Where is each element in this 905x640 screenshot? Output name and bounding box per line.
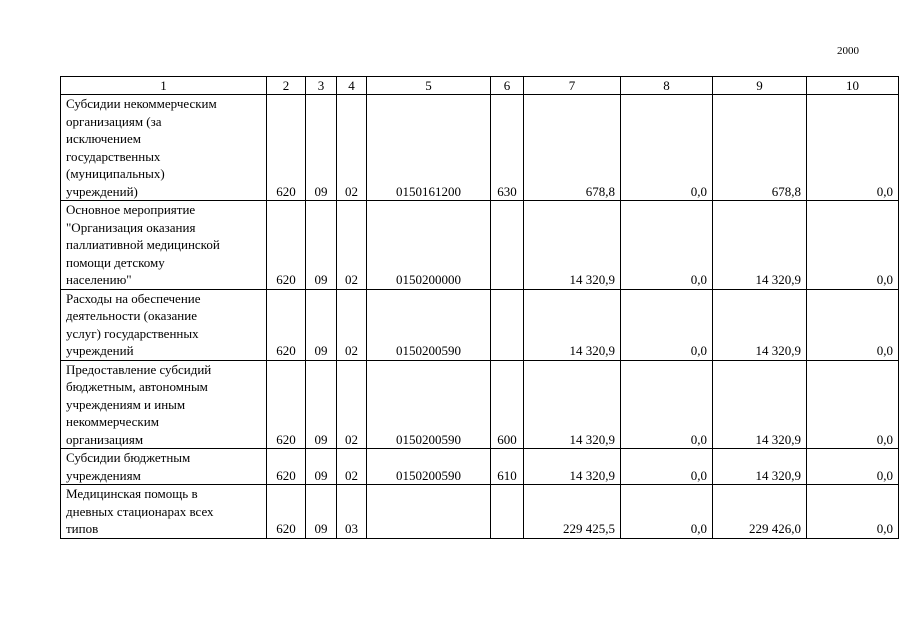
cell-col-9: 678,8 — [713, 95, 807, 201]
header-col-3: 3 — [306, 77, 337, 95]
cell-subsection: 02 — [337, 449, 367, 485]
row-name-line: помощи детскому — [66, 254, 165, 270]
row-name-line: учреждений — [66, 343, 134, 358]
row-name-line: бюджетным, автономным — [66, 379, 208, 394]
header-col-2: 2 — [267, 77, 306, 95]
row-name-cell — [61, 485, 267, 539]
table-row — [61, 485, 899, 539]
cell-subsection: 03 — [337, 485, 367, 539]
row-name-cell — [61, 360, 267, 449]
cell-target-article: 0150200590 — [367, 289, 491, 360]
cell-expense-type: 610 — [491, 449, 524, 485]
header-col-1: 1 — [61, 77, 267, 95]
row-name-line: Медицинская помощь в — [66, 486, 198, 501]
cell-col-9: 14 320,9 — [713, 449, 807, 485]
row-name-line: учреждениям и иным — [66, 396, 186, 412]
cell-col-7: 229 425,5 — [524, 485, 621, 539]
cell-target-article: 0150161200 — [367, 95, 491, 201]
cell-expense-type: 600 — [491, 360, 524, 449]
cell-subsection: 02 — [337, 360, 367, 449]
cell-target-article: 0150200590 — [367, 360, 491, 449]
row-name-line: услуг) государственных — [66, 325, 199, 341]
row-name-line: организациям — [66, 431, 144, 447]
row-name-line: (муниципальных) — [66, 166, 165, 181]
row-name-line: Субсидии бюджетным — [66, 450, 191, 465]
cell-ministry-code: 620 — [267, 449, 306, 485]
row-name-line: деятельности (оказание — [66, 308, 197, 323]
budget-table — [60, 76, 899, 539]
cell-col-8: 0,0 — [621, 95, 713, 201]
row-name-line: организациям (за — [66, 113, 162, 129]
header-col-9: 9 — [713, 77, 807, 95]
cell-col-7: 14 320,9 — [524, 360, 621, 449]
row-name-line: дневных стационарах всех — [66, 503, 214, 519]
cell-col-9: 14 320,9 — [713, 360, 807, 449]
cell-ministry-code: 620 — [267, 201, 306, 290]
cell-section: 09 — [306, 201, 337, 290]
row-name-cell — [61, 201, 267, 290]
row-name-line: населению" — [66, 272, 132, 287]
row-name-line: Расходы на обеспечение — [66, 290, 201, 306]
cell-col-7: 14 320,9 — [524, 201, 621, 290]
header-col-5: 5 — [367, 77, 491, 95]
row-name-line: "Организация оказания — [66, 219, 196, 235]
cell-col-10: 0,0 — [807, 485, 899, 539]
cell-section: 09 — [306, 449, 337, 485]
cell-subsection: 02 — [337, 289, 367, 360]
header-col-7: 7 — [524, 77, 621, 95]
cell-section: 09 — [306, 360, 337, 449]
cell-col-10: 0,0 — [807, 449, 899, 485]
cell-expense-type — [491, 485, 524, 539]
cell-col-10: 0,0 — [807, 201, 899, 290]
cell-col-9: 229 426,0 — [713, 485, 807, 539]
cell-subsection: 02 — [337, 201, 367, 290]
table-row — [61, 289, 899, 360]
cell-col-7: 14 320,9 — [524, 449, 621, 485]
cell-target-article: 0150200590 — [367, 449, 491, 485]
header-row — [61, 77, 899, 95]
row-name-cell — [61, 95, 267, 201]
cell-col-7: 678,8 — [524, 95, 621, 201]
cell-ministry-code: 620 — [267, 95, 306, 201]
row-name-line: паллиативной медицинской — [66, 237, 220, 252]
cell-target-article — [367, 485, 491, 539]
header-col-8: 8 — [621, 77, 713, 95]
cell-col-7: 14 320,9 — [524, 289, 621, 360]
table-row — [61, 360, 899, 449]
cell-col-10: 0,0 — [807, 95, 899, 201]
row-name-line: учреждениям — [66, 467, 141, 483]
row-name-cell — [61, 449, 267, 485]
cell-col-10: 0,0 — [807, 360, 899, 449]
cell-col-8: 0,0 — [621, 289, 713, 360]
cell-col-8: 0,0 — [621, 201, 713, 290]
row-name-line: некоммерческим — [66, 414, 159, 429]
row-name-line: государственных — [66, 148, 161, 164]
row-name-cell — [61, 289, 267, 360]
table-row — [61, 95, 899, 201]
page-number: 2000 — [837, 45, 859, 57]
cell-expense-type: 630 — [491, 95, 524, 201]
cell-col-8: 0,0 — [621, 360, 713, 449]
table-row — [61, 201, 899, 290]
row-name-line: исключением — [66, 131, 141, 146]
cell-col-9: 14 320,9 — [713, 289, 807, 360]
header-col-6: 6 — [491, 77, 524, 95]
cell-col-8: 0,0 — [621, 485, 713, 539]
cell-col-8: 0,0 — [621, 449, 713, 485]
row-name-line: Субсидии некоммерческим — [66, 96, 217, 111]
header-col-10: 10 — [807, 77, 899, 95]
header-col-4: 4 — [337, 77, 367, 95]
cell-subsection: 02 — [337, 95, 367, 201]
cell-section: 09 — [306, 95, 337, 201]
cell-col-10: 0,0 — [807, 289, 899, 360]
cell-expense-type — [491, 201, 524, 290]
cell-ministry-code: 620 — [267, 289, 306, 360]
cell-section: 09 — [306, 485, 337, 539]
cell-ministry-code: 620 — [267, 485, 306, 539]
cell-target-article: 0150200000 — [367, 201, 491, 290]
table-row — [61, 449, 899, 485]
row-name-line: Основное мероприятие — [66, 202, 196, 217]
row-name-line: Предоставление субсидий — [66, 361, 212, 377]
cell-section: 09 — [306, 289, 337, 360]
row-name-line: типов — [66, 521, 99, 536]
cell-col-9: 14 320,9 — [713, 201, 807, 290]
row-name-line: учреждений) — [66, 183, 138, 199]
cell-expense-type — [491, 289, 524, 360]
cell-ministry-code: 620 — [267, 360, 306, 449]
